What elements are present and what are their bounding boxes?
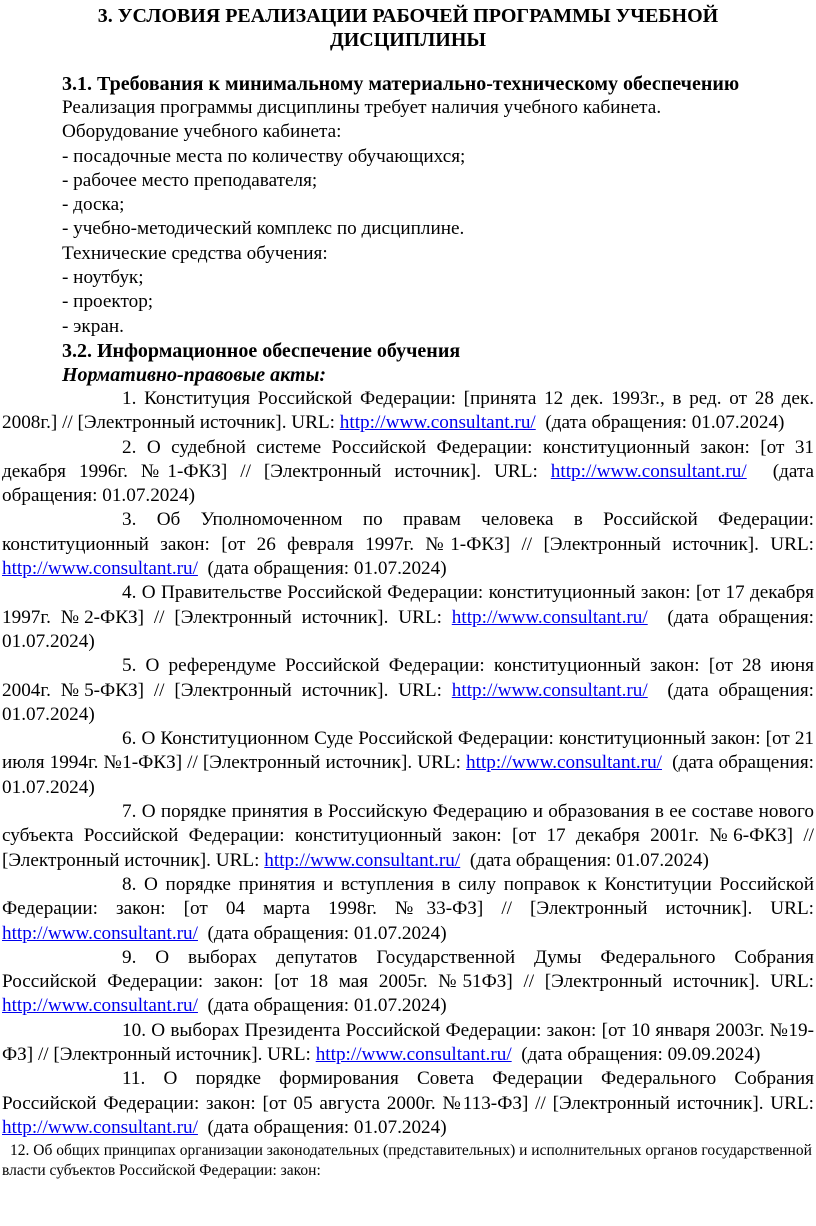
reference-access-date: (дата обращения: 01.07.2024) xyxy=(2,752,815,798)
list-item: - рабочее место преподавателя; xyxy=(62,169,318,191)
reference-number: 8. xyxy=(122,873,137,895)
reference-access-date: (дата обращения: 01.07.2024) xyxy=(207,558,447,580)
reference-number: 10. xyxy=(122,1019,146,1041)
page-title-line-1: 3. УСЛОВИЯ РЕАЛИЗАЦИИ РАБОЧЕЙ ПРОГРАММЫ УЧЕБНОЙ xyxy=(97,5,719,27)
section-3-2-subheading: Нормативно-правовые акты: xyxy=(62,363,327,386)
reference-text: О порядке формирования Совета Федерации Федерального Собрания Российской Федерации: закон: [от 05 августа 2000г. №113-ФЗ] // [Электронный источник]. URL: xyxy=(2,1068,815,1114)
reference-item xyxy=(2,946,814,1019)
section-3-2-heading: 3.2. Информационное обеспечение обучения xyxy=(62,339,461,362)
body-line: Реализация программы дисциплины требует наличия учебного кабинета. xyxy=(62,97,662,118)
section-3-1-body xyxy=(62,96,814,339)
reference-item xyxy=(2,1067,814,1140)
list-item: - экран. xyxy=(62,315,124,337)
reference-text: О выборах Президента Российской Федерации: закон: [от 10 января 2003г. №19-ФЗ] // [Электронный источник]. URL: xyxy=(2,1019,815,1065)
reference-number: 9. xyxy=(122,946,137,968)
reference-item xyxy=(2,508,814,581)
reference-link[interactable]: http://www.consultant.ru/ xyxy=(550,460,747,482)
list-item: - проектор; xyxy=(62,291,154,313)
reference-number: 11. xyxy=(122,1068,146,1090)
reference-access-date: (дата обращения: 01.07.2024) xyxy=(545,412,785,434)
page-title-line-2: ДИСЦИПЛИНЫ xyxy=(329,29,487,51)
reference-list xyxy=(2,387,814,1140)
reference-access-date: (дата обращения: 01.07.2024) xyxy=(2,606,815,652)
reference-link[interactable]: http://www.consultant.ru/ xyxy=(451,606,648,628)
reference-link[interactable]: http://www.consultant.ru/ xyxy=(2,995,198,1017)
reference-text: О Правительстве Российской Федерации: конституционный закон: [от 17 декабря 1997г. №2-ФКЗ] // [Электронный источник]. URL: xyxy=(2,582,814,628)
list-item: - доска; xyxy=(62,194,125,216)
reference-access-date: (дата обращения: 01.07.2024) xyxy=(207,922,447,944)
reference-number: 1. xyxy=(122,387,137,409)
reference-link[interactable]: http://www.consultant.ru/ xyxy=(2,922,198,944)
reference-link[interactable]: http://www.consultant.ru/ xyxy=(264,849,461,871)
reference-access-date: (дата обращения: 01.07.2024) xyxy=(207,1116,447,1138)
reference-item xyxy=(2,654,814,727)
reference-text: О порядке принятия в Российскую Федерацию и образования в ее составе нового субъекта Российской Федерации: конституционный закон: [от 17 декабря 2001г. №6-ФКЗ] // [Электронный источник]. URL: xyxy=(2,801,814,871)
reference-number: 3. xyxy=(122,509,137,531)
list-item: - учебно-методический комплекс по дисциплине. xyxy=(62,218,465,240)
page-title xyxy=(2,4,814,52)
reference-item xyxy=(2,873,814,946)
spacer xyxy=(2,52,814,72)
reference-link[interactable]: http://www.consultant.ru/ xyxy=(339,412,536,434)
reference-item xyxy=(2,727,814,800)
reference-text: О выборах депутатов Государственной Думы Федерального Собрания Российской Федерации: закон: [от 18 мая 2005г. №51ФЗ] // [Электронный источник]. URL: xyxy=(2,946,815,993)
list-item: - ноутбук; xyxy=(62,267,144,289)
reference-number: 12. xyxy=(10,1142,30,1160)
reference-number: 5. xyxy=(122,655,137,677)
reference-item xyxy=(2,436,814,509)
reference-item xyxy=(2,800,814,873)
body-line: Технические средства обучения: xyxy=(62,242,328,264)
reference-number: 6. xyxy=(122,728,137,750)
reference-item-12 xyxy=(2,1141,814,1180)
reference-link[interactable]: http://www.consultant.ru/ xyxy=(315,1043,512,1065)
section-3-1-heading: 3.1. Требования к минимальному материально-техническому обеспечению xyxy=(62,73,740,95)
reference-text: Об общих принципах организации законодательных (представительных) и исполнительных органов государственной власти субъектов Российской Федерации: закон: xyxy=(2,1142,812,1179)
document-page xyxy=(0,4,816,1226)
reference-text: О референдуме Российской Федерации: конституционный закон: [от 28 июня 2004г. №5-ФКЗ] // [Электронный источник]. URL: xyxy=(2,655,814,701)
reference-text: О порядке принятия и вступления в силу поправок к Конституции Российской Федерации: закон: [от 04 марта 1998г. №33-ФЗ] // [Электронный источник]. URL: xyxy=(2,873,815,920)
reference-number: 4. xyxy=(122,582,137,604)
reference-number: 2. xyxy=(122,436,137,458)
reference-text: О Конституционном Суде Российской Федерации: конституционный закон: [от 21 июля 1994г. №1-ФКЗ] // [Электронный источник]. URL: xyxy=(2,728,815,774)
reference-number: 7. xyxy=(122,801,137,823)
reference-link[interactable]: http://www.consultant.ru/ xyxy=(466,752,662,774)
reference-link[interactable]: http://www.consultant.ru/ xyxy=(2,1116,198,1138)
reference-access-date: (дата обращения: 09.09.2024) xyxy=(521,1043,761,1065)
reference-item xyxy=(2,387,814,436)
reference-access-date: (дата обращения: 01.07.2024) xyxy=(2,679,815,725)
reference-text: Об Уполномоченном по правам человека в Российской Федерации: конституционный закон: [от 26 февраля 1997г. №1-ФКЗ] // [Электронный источник]. URL: xyxy=(2,509,814,555)
section-3-1 xyxy=(2,72,814,363)
reference-link[interactable]: http://www.consultant.ru/ xyxy=(451,679,648,701)
list-item: - посадочные места по количеству обучающихся; xyxy=(62,145,466,167)
reference-access-date: (дата обращения: 01.07.2024) xyxy=(469,849,709,871)
reference-link[interactable]: http://www.consultant.ru/ xyxy=(2,558,198,580)
reference-item xyxy=(2,581,814,654)
reference-access-date: (дата обращения: 01.07.2024) xyxy=(207,995,447,1017)
reference-text: Конституция Российской Федерации: [принята 12 дек. 1993г., в ред. от 28 дек. 2008г.] // [Электронный источник]. URL: xyxy=(2,387,815,434)
reference-item xyxy=(2,1019,814,1068)
body-line: Оборудование учебного кабинета: xyxy=(62,121,342,143)
reference-access-date: (дата обращения: 01.07.2024) xyxy=(2,460,814,507)
reference-text: О судебной системе Российской Федерации: конституционный закон: [от 31 декабря 1996г. №1-ФКЗ] // [Электронный источник]. URL: xyxy=(2,436,815,482)
